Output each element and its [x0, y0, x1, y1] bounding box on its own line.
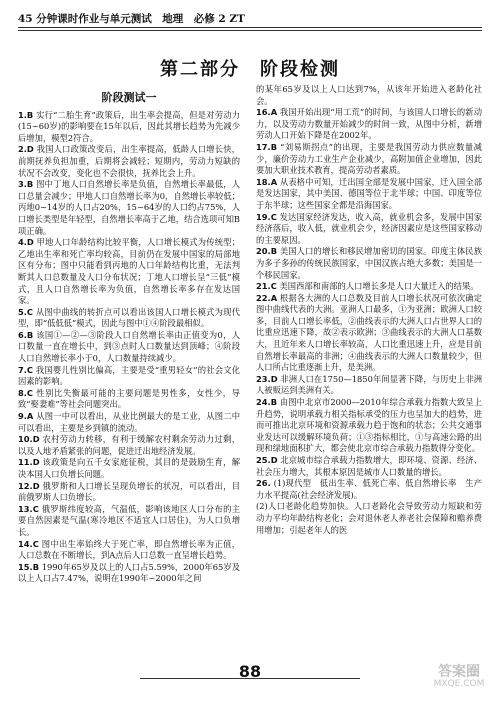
answer-item: [256, 177, 482, 212]
answer-number: 13.C: [18, 503, 39, 514]
answer-text: 图中丁地人口自然增长率是负值，自然增长率最低，人口总量会减少；甲地人口自然增长率为0，自然增长率较低；丙地0~14岁的人口占20%，15~64岁的人口约占75%，人口增长类型是年轻型，自然增长率高于乙地，结合选项可知B项正确。: [18, 179, 240, 236]
answer-text: 该政策是向五千女家庭征税，其目的是鼓励生育，解决本国人口负增长问题。: [18, 457, 240, 479]
answer-number: 21.C: [256, 281, 277, 292]
answer-text: “刘易斯拐点”的出现，主要是我国劳动力供应数量减少，廉价劳动力工业生产企业减少，高附加值企业增加，因此要加大职业技术教育，提高劳动者素质。: [256, 141, 482, 176]
answer-text: 俄罗斯纬度较高，气温低，影响该地区人口分布的主要自然因素是气温(寒冷地区不适宜人口居住)，为人口负增长。: [18, 503, 240, 537]
header-rule: [18, 27, 482, 28]
answer-item: [18, 307, 240, 330]
column-subtitle: 阶段测试一: [101, 91, 157, 104]
answer-text: 美国人口的增长和移民增加密切的国家。印度主体民族为多子多孙的传统民族国家，中国汉族占绝大多数；美国是一个移民国家。: [256, 246, 482, 280]
answer-number: 2.D: [18, 144, 34, 155]
answer-number: 15.B: [18, 561, 40, 572]
answer-text: 从图一中可以看出，从业比例最大的是工业，从图二中可以看出，主要是乡到镇的流动。: [18, 411, 240, 433]
answer-number: 19.C: [256, 211, 277, 222]
answer-number: 18.A: [256, 176, 278, 187]
answer-text: 非洲人口在1750—1850年间显著下降，与历史上非洲人被贩运到美洲有关。: [256, 373, 483, 396]
answer-number: 14.C: [18, 538, 39, 549]
answer-item: [18, 539, 240, 562]
page-number: 88: [238, 662, 262, 681]
answer-item: [18, 237, 240, 307]
answer-item: [18, 434, 240, 457]
section-title: 第二部分 阶段检测: [160, 59, 340, 80]
answer-text: 甲地人口年龄结构比较平衡，人口增长模式为传统型；乙地出生率和死亡率均较高，目前仍在发展中国家的局部地区有分布；图中只能看到丙地的人口年龄结构比重，无法判断其人口总数量及人口分布状况；丁地人口增长呈“三低”模式，且人口自然增长率为负值，自然增长率多存在发达国家。: [18, 237, 240, 306]
watermark-line2: MXQE.COM: [433, 679, 485, 689]
answer-number: 5.C: [18, 306, 34, 317]
answer-text: 北京城市综合承载力指数增大，即环境、资源、经济、社会压力增大，其根本原因是城市人口数量的增长。: [256, 455, 482, 477]
right-column: [256, 84, 482, 536]
header-text: 45 分钟课时作业与单元测试 地理 必修 2 ZT: [18, 13, 245, 25]
answer-text: 俄罗斯和人口增长呈现负增长的状况，可以看出，目前俄罗斯人口负增长。: [18, 480, 240, 503]
answer-number: 26.: [256, 478, 271, 489]
answer-number: 3.B: [18, 179, 34, 190]
watermark-line1: 答案圈: [438, 664, 480, 680]
answer-number: 23.D: [256, 373, 278, 384]
answer-item: [256, 107, 482, 142]
answer-item: [18, 330, 240, 365]
answer-item: [256, 374, 482, 397]
answer-item: [18, 504, 240, 539]
answer-item: [256, 246, 482, 281]
header-rule-thin: [18, 30, 482, 31]
answer-item: [18, 110, 240, 145]
answer-text: 性别比失衡最可能的主要问题是男性多，女性少，导致“娶妻难”等社会问题突出。: [18, 387, 240, 410]
answer-number: 6.B: [18, 329, 34, 340]
answer-number: 10.D: [18, 434, 40, 445]
answer-text: 实行“二胎生育”政策后，出生率会提高，但是对劳动力(15~60岁)的影响要在15年以后，因此其增长趋势为先减少后增加，模型2符合。: [18, 109, 240, 143]
answer-item: [256, 455, 482, 478]
watermark-logo: [424, 666, 494, 706]
page-header: [18, 6, 482, 26]
answer-item: [18, 144, 240, 179]
answer-number: 8.C: [18, 387, 34, 398]
answer-number: 17.B: [256, 141, 278, 152]
answer-text: 我国开始出现“用工荒”的时间，与该国人口增长的新动力，以及劳动力数量开始减少的时间一致，从图中分析，新增劳动人口开始下降是在2002年。: [256, 107, 482, 141]
answer-item: [18, 481, 240, 504]
answer-item: [18, 562, 240, 585]
answer-text: 由图中北京市2000—2010年综合承载力指数大致呈上升趋势，说明承载力相关指标承受的压力也呈加大的趋势，进而可推出北京环境和资源承载力趋于饱和的状态；公共交通事业发达可以缓解环境负荷；①③指标相比，①与高速公路的出现和绿地面积扩大，都会使北京市综合承载力指数得分变化。: [256, 397, 483, 454]
answer-item: [18, 388, 240, 411]
answer-item: [18, 457, 240, 480]
answer-number: 12.D: [18, 480, 40, 491]
answer-number: 4.D: [18, 237, 34, 248]
answer-text: 美国西部和南部的人口增长多是人口大量迁入的结果。: [279, 281, 479, 292]
answer-text: 图中出生率始终大于死亡率，即自然增长率为正值，人口总数在不断增长，到A点后人口总数一直呈增长趋势。: [18, 538, 240, 561]
answer-item: [256, 212, 482, 247]
answer-number: 16.A: [256, 107, 278, 118]
answer-text: 从图中曲线的转折点可以看出该国人口增长模式为现代型，即“低低低”模式，因此与图中①④阶段最相似。: [18, 306, 240, 329]
answer-number: 7.C: [18, 364, 34, 375]
answer-item: [18, 179, 240, 237]
answer-number: 9.A: [18, 411, 34, 422]
answer-item: [256, 501, 482, 536]
answer-item: [256, 397, 482, 455]
answer-number: 11.D: [18, 457, 40, 468]
left-column: [18, 92, 240, 585]
answer-item: [256, 293, 482, 374]
answer-text: 根据各大洲的人口总数及目前人口增长状况可依次确定图中曲线代表的大洲。亚洲人口最多，①为亚洲；欧洲人口较多，目前人口增长率低，②曲线表示的大洲人口占世界人口的比重应迅速下降，故②表示欧洲；③曲线表示的大洲人口基数大，且近年来人口增长率较高，人口比重迅速上升，应是目前自然增长率最高的非洲；④曲线表示的大洲人口数量较少，但人口所占比重逐渐上升，是美洲。: [256, 292, 482, 373]
answer-item: [256, 478, 482, 501]
answer-text: 该国①—②—③阶段人口自然增长率由正值变为0，人口数量一直在增长中，到③点时人口数量达到顶峰；④阶段人口自然增长率小于0，人口数量持续减少。: [18, 329, 241, 364]
answer-item: [256, 142, 482, 177]
answer-text: 1990年65岁及以上的人口占5.59%，2000年65岁及以上人口占7.47%，说明在1990年~2000年之间: [18, 561, 240, 584]
answer-text: 农村劳动力转移，有利于缓解农村剩余劳动力过剩，以及人地矛盾紧张的问题，促进迁出地经济发展。: [18, 434, 240, 456]
answer-item: [256, 281, 482, 293]
answer-text: 的某年65岁及以上人口达到7%，从该年开始进入老龄化社会。: [256, 84, 482, 106]
answer-text: (1)现代型 低出生率、低死亡率、低自然增长率 生产力水平提高(社会经济发展)。: [256, 478, 482, 500]
answer-text: 我国婴儿性别比偏高，主要是受“重男轻女”的社会文化因素的影响。: [18, 364, 240, 387]
answer-text: 发达国家经济发达，收入高，就业机会多，发展中国家经济落后，收入低，就业机会少，经济因素应是这些国家移动的主要原因。: [256, 211, 482, 245]
answer-item: [256, 84, 482, 107]
answer-number: 1.B: [18, 109, 34, 120]
answer-number: 22.A: [256, 292, 278, 303]
answer-number: 25.D: [256, 455, 278, 465]
answer-number: 24.B: [256, 397, 278, 408]
answer-text: (2)人口老龄化趋势加快。人口老龄化会导致劳动力短缺和劳动力平均年龄结构老化；会对退休老人养老社会保障和赡养费用增加；引起老年人的医: [256, 501, 482, 535]
answer-item: [18, 411, 240, 434]
answer-text: 从表格中可知，迁出国全部是发展中国家，迁入国全部是发达国家，其中美国、德国等位于北半球；中国、印度等位于东半球；这些国家全都是沿海国家。: [256, 176, 482, 210]
answer-item: [18, 365, 240, 388]
answer-number: 20.B: [256, 246, 278, 257]
answer-text: 我国人口政策改变后，出生率提高，低龄人口增长快，前期抚养负担加重，后期将会减轻；短期内，劳动力短缺的状况不会改变，变化也不会很快，抚养比会上升。: [18, 144, 240, 178]
